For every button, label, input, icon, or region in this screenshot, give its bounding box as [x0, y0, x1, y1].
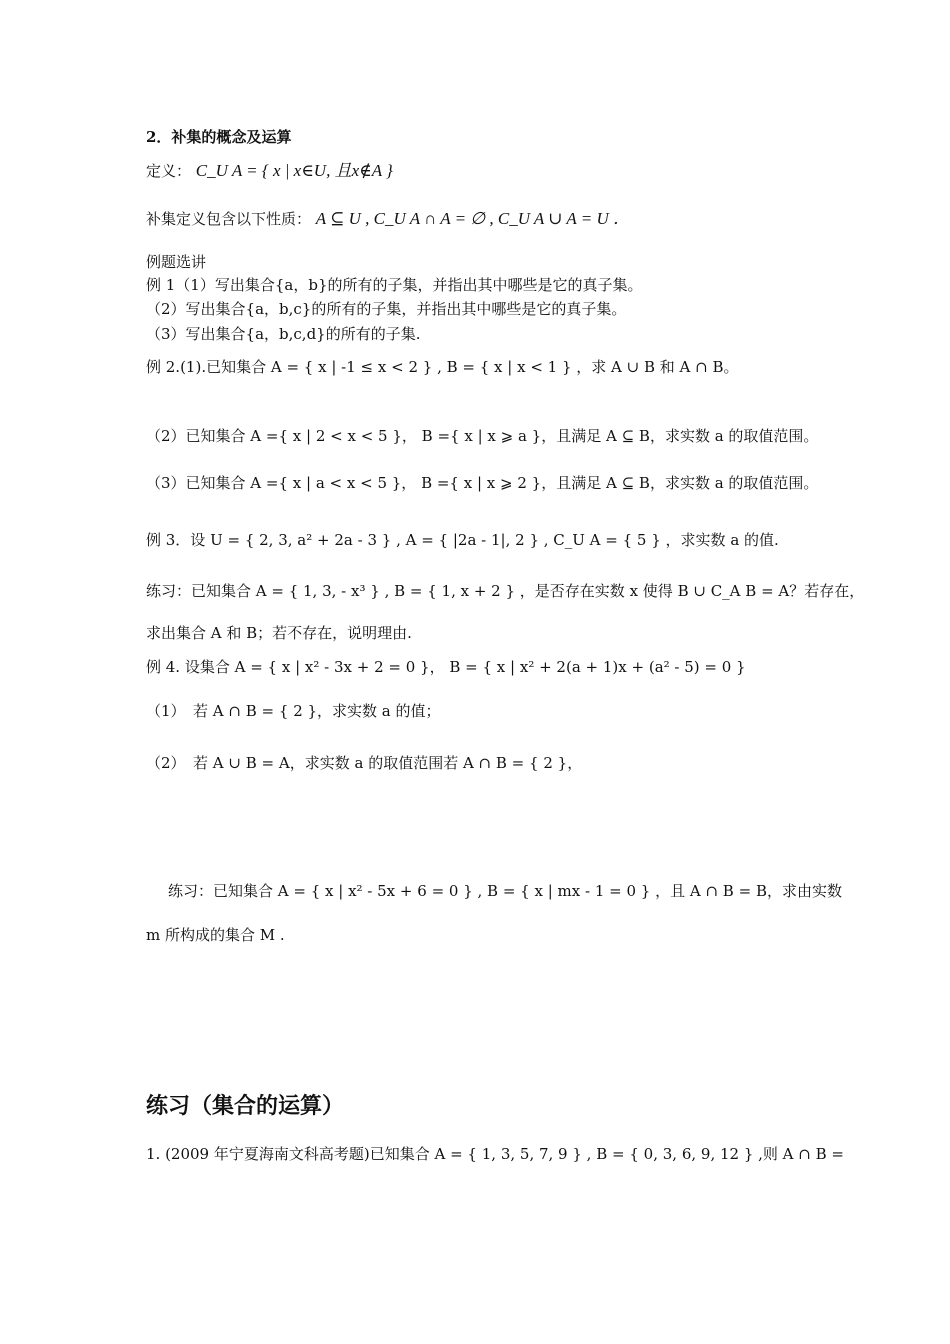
practice1-line1: 练习：已知集合 A = { 1, 3, - x³ } , B = { 1, x + 2 } ，是否存在实数 x 使得 B ∪ C_A B = A？若存在，	[146, 582, 865, 600]
practice1-line2: 求出集合 A 和 B；若不存在，说明理由.	[146, 624, 412, 642]
example2-line2: （2）已知集合 A ={ x | 2 < x < 5 }， B ={ x | x ⩾ a }，且满足 A ⊆ B，求实数 a 的取值范围。	[146, 427, 819, 445]
definition-label: 定义：	[146, 162, 192, 180]
properties-formula: A ⊆ U , C_U A ∩ A = ∅ , C_U A ∪ A = U ．	[315, 209, 631, 228]
exercise1-line: 1. (2009 年宁夏海南文科高考题)已知集合 A = { 1, 3, 5, 7, 9 } , B = { 0, 3, 6, 9, 12 } ,则 A ∩ B =	[146, 1145, 844, 1163]
example1-line2: （2）写出集合{a，b,c}的所有的子集，并指出其中哪些是它的真子集。	[146, 300, 627, 318]
example4-line3: （2） 若 A ∪ B = A，求实数 a 的取值范围若 A ∩ B = { 2 }，	[146, 754, 583, 772]
example1-line3: （3）写出集合{a，b,c,d}的所有的子集.	[146, 325, 421, 343]
practice2-line1: 练习：已知集合 A = { x | x² - 5x + 6 = 0 } , B = { x | mx - 1 = 0 } ，且 A ∩ B = B，求由实数	[168, 882, 842, 900]
examples-heading: 例题选讲	[146, 253, 207, 271]
properties-label: 补集定义包含以下性质：	[146, 210, 312, 228]
example3-line: 例 3．设 U = { 2, 3, a² + 2a - 3 } , A = { |2a - 1|, 2 } , C_U A = { 5 } ，求实数 a 的值.	[146, 531, 779, 549]
definition-formula: C_U A = { x | x∈U, 且x∉A }	[195, 161, 393, 180]
example4-line2: （1） 若 A ∩ B = { 2 }，求实数 a 的值；	[146, 702, 441, 720]
practice2-line2: m 所构成的集合 M .	[146, 926, 285, 944]
exercise-title: 练习（集合的运算）	[146, 1094, 345, 1119]
section-title: 2．补集的概念及运算	[146, 128, 292, 146]
example4-line1: 例 4. 设集合 A = { x | x² - 3x + 2 = 0 }， B = { x | x² + 2(a + 1)x + (a² - 5) = 0 }	[146, 658, 746, 676]
example2-line1: 例 2.(1).已知集合 A = { x | -1 ≤ x < 2 } , B = { x | x < 1 } ，求 A ∪ B 和 A ∩ B。	[146, 358, 739, 376]
definition-line	[146, 160, 393, 182]
properties-line	[146, 208, 630, 230]
example1-line1: 例 1（1）写出集合{a，b}的所有的子集，并指出其中哪些是它的真子集。	[146, 276, 643, 294]
example2-line3: （3）已知集合 A ={ x | a < x < 5 }， B ={ x | x ⩾ 2 }，且满足 A ⊆ B，求实数 a 的取值范围。	[146, 474, 819, 492]
